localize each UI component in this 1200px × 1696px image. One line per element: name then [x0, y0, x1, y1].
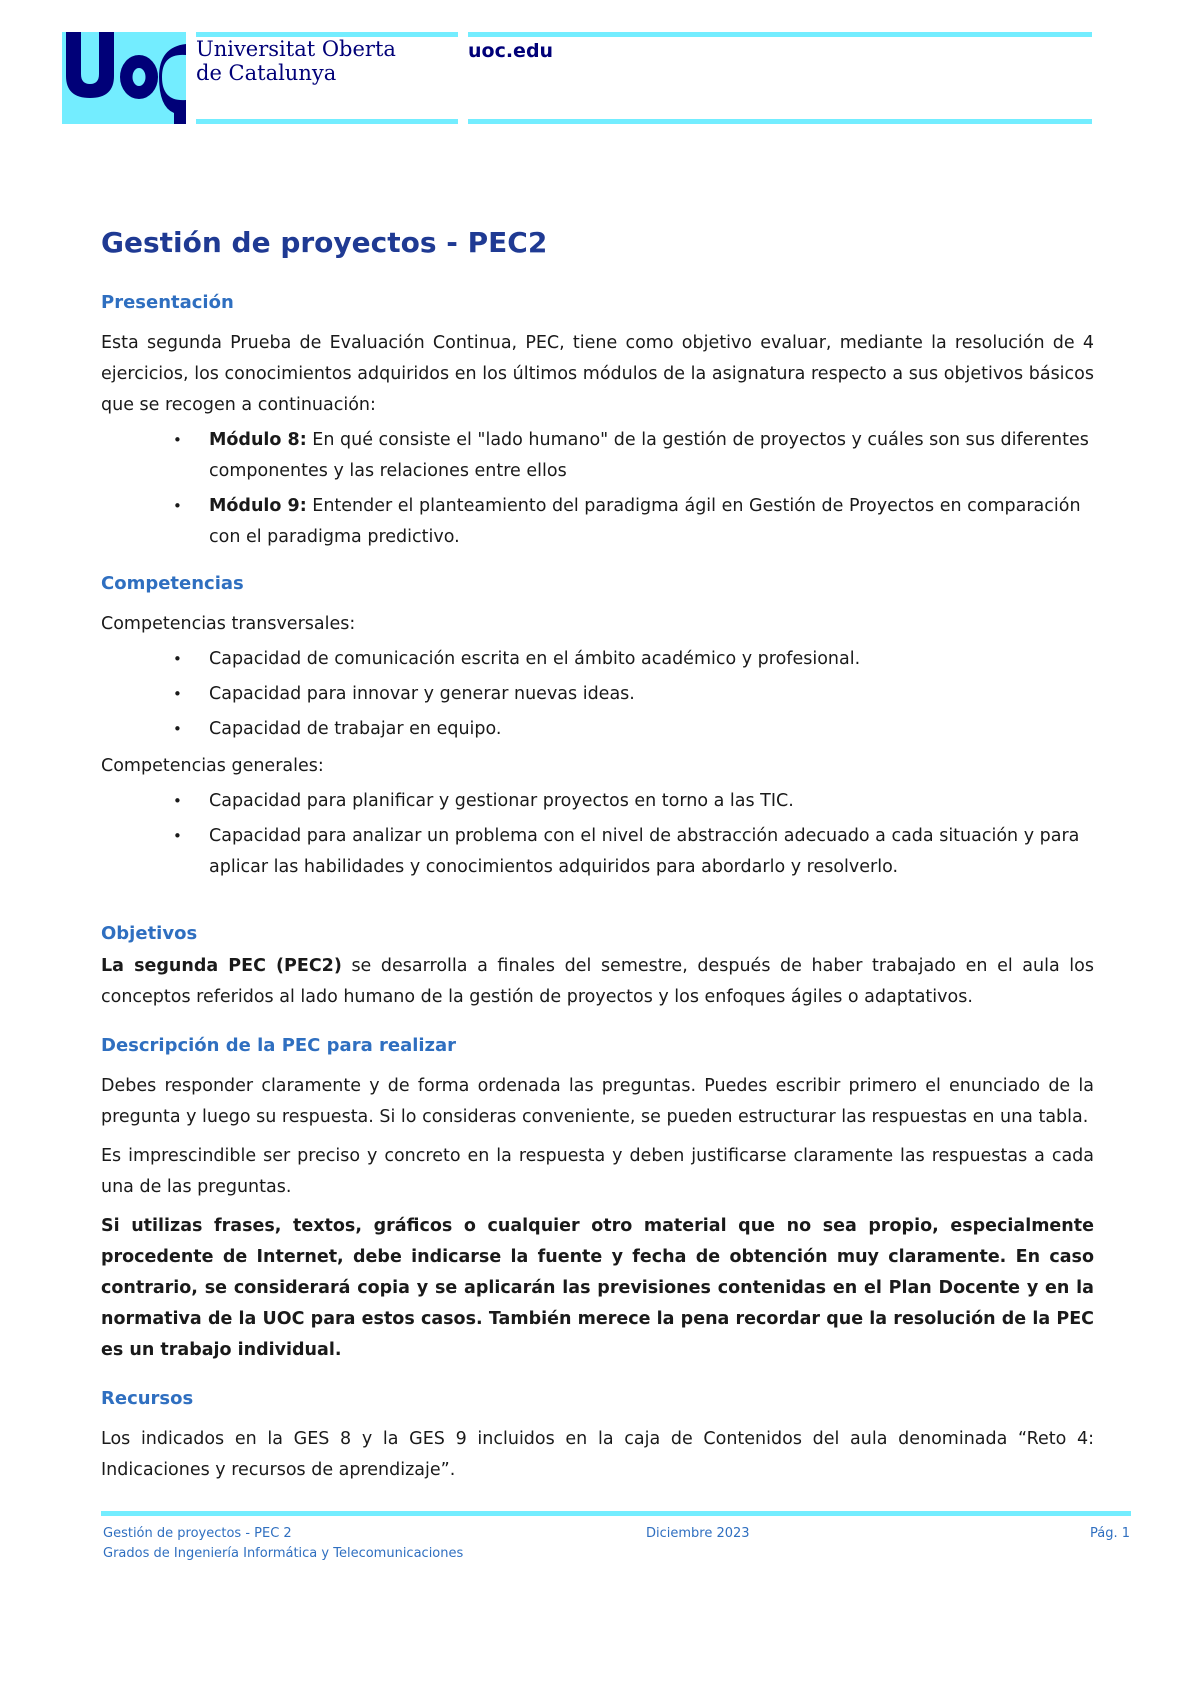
- section-heading-descripcion: Descripción de la PEC para realizar: [101, 1035, 457, 1056]
- section-heading-recursos: Recursos: [101, 1388, 194, 1409]
- generales-label: Competencias generales:: [101, 756, 324, 776]
- document-title: Gestión de proyectos - PEC2: [101, 226, 548, 259]
- footer-left: [103, 1524, 463, 1564]
- recursos-text: Los indicados en la GES 8 y la GES 9 incluidos en la caja de Contenidos del aula denominada “Reto 4: Indicaciones y recursos de aprendizaje”.: [101, 1429, 1094, 1480]
- presentacion-intro: Esta segunda Prueba de Evaluación Continua, PEC, tiene como objetivo evaluar, mediante la resolución de 4 ejercicios, los conocimientos adquiridos en los últimos módulos de la asignatura respecto a sus objetivos básicos que se recogen a continuación:: [101, 333, 1094, 415]
- footer-degree: Grados de Ingeniería Informática y Telecomunicaciones: [103, 1546, 464, 1561]
- uoc-logo: [62, 32, 186, 124]
- list-item: • Capacidad para analizar un problema con el nivel de abstracción adecuado a cada situación y para aplicar las habilidades y conocimientos adquiridos para abordarlo y resolverlo.: [209, 821, 1094, 883]
- university-name-line1: Universitat Oberta: [196, 37, 396, 61]
- transversales-list: [101, 644, 1094, 745]
- uoc-logo-mark-icon: [62, 32, 186, 124]
- list-item: • Capacidad de comunicación escrita en el ámbito académico y profesional.: [209, 644, 1094, 675]
- document-header: [62, 32, 1092, 128]
- objetivos-lead: La segunda PEC (PEC2): [101, 956, 342, 976]
- list-item: • Capacidad para innovar y generar nuevas ideas.: [209, 679, 1094, 710]
- objetivos-text: [101, 951, 1094, 1013]
- objetivos-body: se desarrolla a finales del semestre, después de haber trabajado en el aula los conceptos referidos al lado humano de la gestión de proyectos y los enfoques ágiles o adaptativos.: [101, 956, 1094, 1007]
- footer-page-number: Pág. 1: [1090, 1526, 1131, 1541]
- module-text: Entender el planteamiento del paradigma ágil en Gestión de Proyectos en comparación con el paradigma predictivo.: [209, 496, 1081, 547]
- header-line-bottom-left: [196, 119, 458, 124]
- descripcion-paragraph-1: Debes responder claramente y de forma ordenada las preguntas. Puedes escribir primero el enunciado de la pregunta y luego su respuesta. Si lo consideras conveniente, se pueden estructurar las respuestas en una tabla.: [101, 1076, 1094, 1127]
- website-link[interactable]: uoc.edu: [468, 40, 554, 62]
- transversales-label: Competencias transversales:: [101, 614, 356, 634]
- university-name-line2: de Catalunya: [196, 61, 337, 85]
- module-text: En qué consiste el "lado humano" de la gestión de proyectos y cuáles son sus diferentes componentes y las relaciones entre ellos: [209, 430, 1089, 481]
- header-line-bottom-right: [468, 119, 1092, 124]
- header-line-top-left: [196, 32, 458, 37]
- footer-line: [101, 1511, 1131, 1516]
- module-label: Módulo 8:: [209, 430, 307, 450]
- section-heading-presentacion: Presentación: [101, 292, 234, 313]
- plagiarism-notice: Si utilizas frases, textos, gráficos o cualquier otro material que no sea propio, especialmente procedente de Internet, debe indicarse la fuente y fecha de obtención muy claramente. En caso contrario, se considerará copia y se aplicarán las previsiones contenidas en el Plan Docente y en la normativa de la UOC para estos casos. También merece la pena recordar que la resolución de la PEC es un trabajo individual.: [101, 1216, 1094, 1360]
- module-list: [101, 425, 1094, 553]
- descripcion-paragraph-3: [101, 1211, 1094, 1366]
- module-label: Módulo 9:: [209, 496, 307, 516]
- footer-doc-name: Gestión de proyectos - PEC 2: [103, 1526, 292, 1541]
- document-body: [101, 220, 1094, 1486]
- list-item: [209, 491, 1094, 553]
- list-item: • Capacidad para planificar y gestionar proyectos en torno a las TIC.: [209, 786, 1094, 817]
- list-item: [209, 425, 1094, 487]
- footer-date: Diciembre 2023: [646, 1526, 750, 1541]
- list-item: • Capacidad de trabajar en equipo.: [209, 714, 1094, 745]
- section-heading-objetivos: Objetivos: [101, 923, 198, 944]
- section-heading-competencias: Competencias: [101, 573, 244, 594]
- descripcion-paragraph-2: Es imprescindible ser preciso y concreto en la respuesta y deben justificarse claramente las respuestas a cada una de las preguntas.: [101, 1146, 1094, 1197]
- university-name: [196, 37, 396, 85]
- generales-list: [101, 786, 1094, 883]
- header-line-top-right: [468, 32, 1092, 37]
